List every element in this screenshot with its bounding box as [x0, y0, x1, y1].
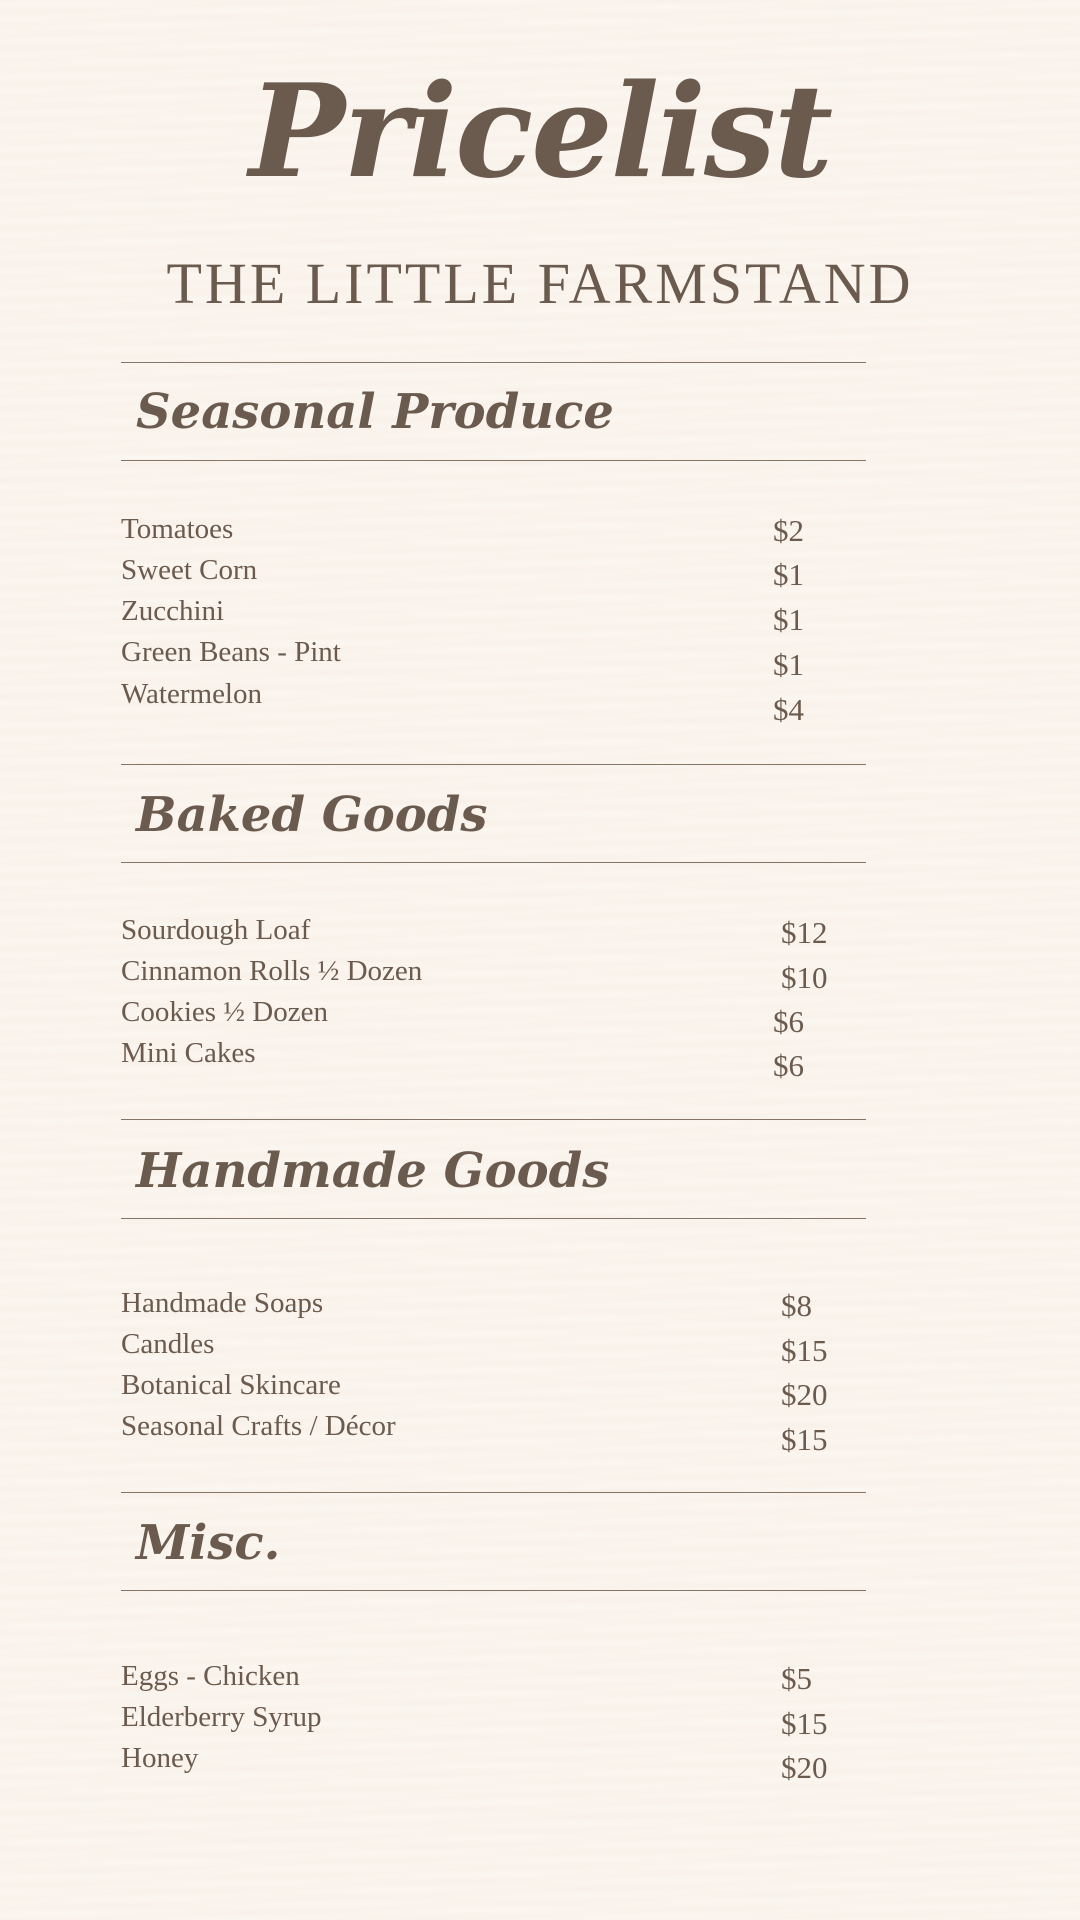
item-price: $20 — [781, 1377, 828, 1412]
item-price: $6 — [773, 1048, 804, 1083]
item-price: $20 — [781, 1750, 828, 1785]
item-name: Botanical Skincare — [121, 1369, 341, 1401]
divider — [121, 460, 866, 461]
item-price: $12 — [781, 915, 828, 950]
item-name: Handmade Soaps — [121, 1287, 324, 1319]
item-name: Cookies ½ Dozen — [121, 996, 328, 1028]
section-title-seasonal-produce: Seasonal Produce — [136, 384, 614, 440]
item-price: $15 — [781, 1706, 828, 1741]
section-title-misc: Misc. — [136, 1515, 281, 1571]
item-price: $15 — [781, 1422, 828, 1457]
item-name: Eggs - Chicken — [121, 1660, 300, 1692]
page-title: Pricelist — [248, 57, 832, 207]
divider — [121, 1590, 866, 1591]
item-name: Watermelon — [121, 678, 262, 710]
divider — [121, 862, 866, 863]
item-name: Sourdough Loaf — [121, 914, 311, 946]
section-title-handmade-goods: Handmade Goods — [136, 1143, 610, 1199]
item-price: $1 — [773, 647, 804, 682]
item-name: Elderberry Syrup — [121, 1701, 322, 1733]
divider — [121, 1492, 866, 1493]
divider — [121, 1119, 866, 1120]
item-price: $4 — [773, 692, 804, 727]
item-name: Green Beans - Pint — [121, 636, 341, 668]
item-price: $8 — [781, 1288, 812, 1323]
item-name: Mini Cakes — [121, 1037, 256, 1069]
item-price: $6 — [773, 1004, 804, 1039]
section-title-baked-goods: Baked Goods — [136, 787, 488, 843]
item-name: Candles — [121, 1328, 215, 1360]
divider — [121, 362, 866, 363]
item-name: Zucchini — [121, 595, 225, 627]
item-name: Seasonal Crafts / Décor — [121, 1410, 396, 1442]
divider — [121, 1218, 866, 1219]
stand-name: THE LITTLE FARMSTAND — [166, 251, 914, 316]
item-price: $10 — [781, 960, 828, 995]
item-price: $15 — [781, 1333, 828, 1368]
item-name: Honey — [121, 1742, 199, 1774]
divider — [121, 764, 866, 765]
item-price: $2 — [773, 513, 804, 548]
item-name: Cinnamon Rolls ½ Dozen — [121, 955, 423, 987]
item-price: $1 — [773, 602, 804, 637]
item-price: $1 — [773, 557, 804, 592]
item-name: Sweet Corn — [121, 554, 258, 586]
item-name: Tomatoes — [121, 513, 234, 545]
item-price: $5 — [781, 1661, 812, 1696]
